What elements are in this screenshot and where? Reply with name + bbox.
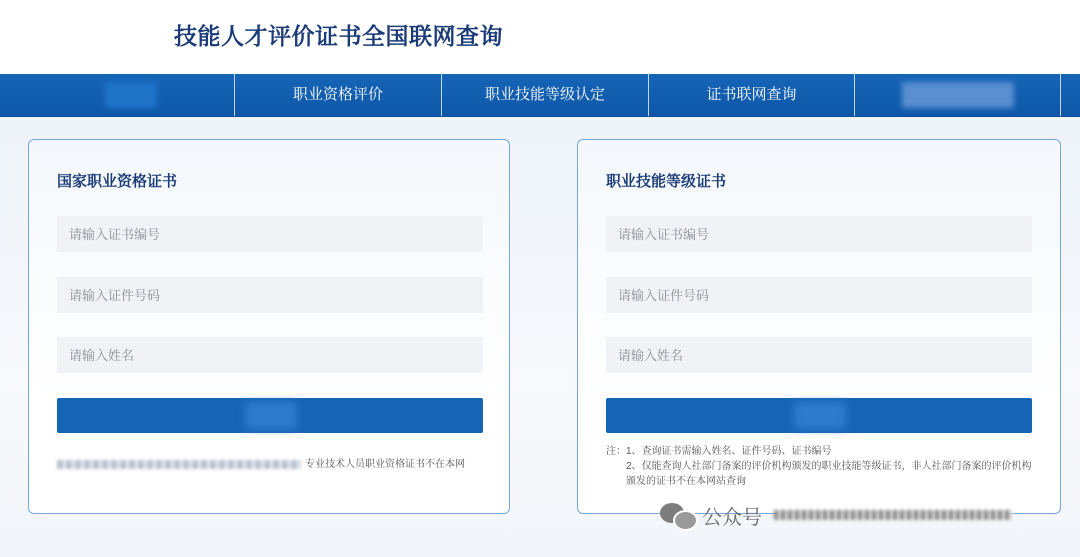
note-text: 查询证书需输入姓名、证件号码、证书编号 [641, 446, 832, 457]
card-title: 职业技能等级证书 [606, 173, 727, 190]
nav-item-blurred [105, 82, 157, 108]
nav-item-skill-level-recognition[interactable] [441, 74, 648, 116]
redacted-account-name [774, 510, 1012, 520]
nav-item-blurred [902, 82, 1014, 108]
qualification-note-text: 专业技术人员职业资格证书不在本网 [305, 459, 465, 470]
skill-level-card [577, 139, 1061, 514]
query-button-label-blurred [245, 402, 297, 429]
wechat-watermark [660, 500, 1012, 530]
note-prefix: 注： [606, 446, 626, 457]
nav-item-label: 职业技能等级认定 [484, 86, 605, 103]
note-number: 2、 [626, 461, 642, 472]
note-line [606, 444, 1036, 459]
nav-item-label: 职业资格评价 [292, 86, 383, 103]
site-header [0, 0, 1080, 74]
certificate-number-input[interactable] [606, 216, 1032, 252]
main-content [0, 117, 1080, 557]
name-input[interactable] [606, 337, 1032, 373]
skill-level-note [606, 444, 1036, 489]
nav-item-extra[interactable] [854, 74, 1061, 116]
nav-item-home[interactable] [28, 74, 234, 116]
nav-item-certificate-query[interactable] [648, 74, 854, 116]
redacted-text [57, 460, 301, 469]
name-input[interactable] [57, 337, 483, 373]
nav-item-qualification-evaluation[interactable] [234, 74, 441, 116]
id-number-input[interactable] [606, 277, 1032, 313]
id-number-input[interactable] [57, 277, 483, 313]
nav-item-label: 证书联网查询 [706, 86, 797, 103]
note-line [606, 459, 1036, 489]
qualification-note [57, 458, 497, 472]
query-button[interactable] [606, 398, 1032, 433]
query-button-label-blurred [794, 402, 846, 429]
wechat-icon [660, 500, 696, 530]
query-button[interactable] [57, 398, 483, 433]
nav-item-edge [1060, 74, 1080, 116]
card-title: 国家职业资格证书 [57, 173, 178, 190]
certificate-number-input[interactable] [57, 216, 483, 252]
note-number: 1、 [626, 446, 642, 457]
site-title: 技能人才评价证书全国联网查询 [174, 23, 503, 49]
note-text: 仅能查询人社部门备案的评价机构颁发的职业技能等级证书，非人社部门备案的评价机构颁发的证书不在本网站查询 [626, 461, 1032, 487]
main-nav [0, 74, 1080, 117]
national-qualification-card [28, 139, 510, 514]
watermark-label: 公众号 [702, 506, 762, 529]
